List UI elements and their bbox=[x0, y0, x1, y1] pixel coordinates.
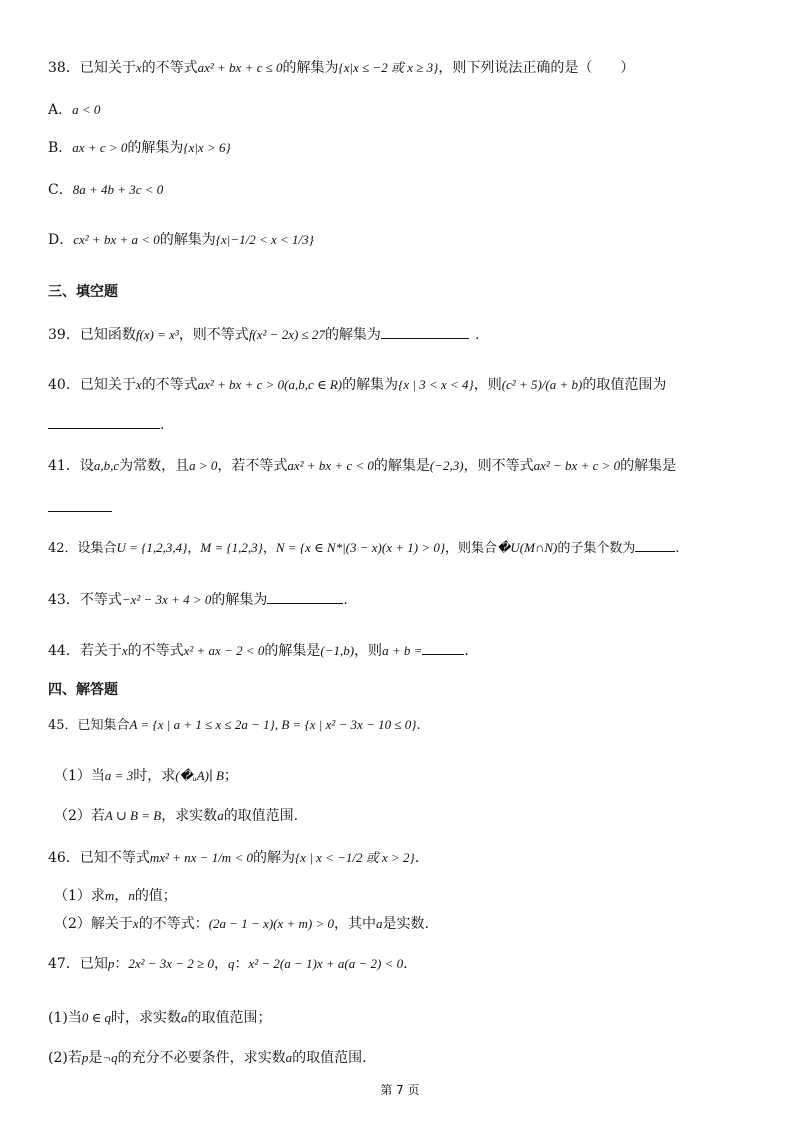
text: . bbox=[675, 541, 680, 556]
text: ，则 bbox=[354, 643, 383, 659]
text: （1）求 bbox=[54, 888, 105, 904]
math: x bbox=[135, 60, 142, 75]
math: {x|−1/2 < x < 1/3} bbox=[215, 232, 314, 247]
math: {x | x < −1/2 或 x > 2} bbox=[294, 850, 415, 865]
text: 42．设集合 bbox=[48, 541, 117, 556]
math: A ∪ B = B bbox=[104, 808, 162, 823]
text: ，则不等式 bbox=[463, 458, 534, 474]
question-40-blank-line bbox=[48, 414, 760, 435]
page-number: 第 7 页 bbox=[380, 1083, 420, 1097]
question-40 bbox=[48, 375, 760, 395]
math: ax² + bx + c < 0 bbox=[287, 458, 374, 473]
text: ，求实数 bbox=[161, 808, 218, 824]
math: n bbox=[128, 888, 135, 903]
text: 的取值范围. bbox=[292, 1050, 367, 1066]
question-38-stem bbox=[48, 58, 760, 78]
math: a + b = bbox=[382, 643, 423, 658]
text: 的解为 bbox=[252, 850, 295, 866]
math: M = {1,2,3} bbox=[200, 540, 263, 555]
answer-blank[interactable] bbox=[48, 497, 112, 512]
text: 的解集为 bbox=[282, 60, 339, 76]
text: 39．已知函数 bbox=[48, 327, 136, 343]
text: 46．已知不等式 bbox=[48, 850, 150, 866]
math: ax + c > 0 bbox=[72, 140, 128, 155]
math: 2x² − 3x − 2 ≥ 0 bbox=[128, 956, 214, 971]
text: 的解集为 bbox=[127, 140, 184, 156]
math: ¬q bbox=[102, 1050, 118, 1065]
text: . bbox=[474, 327, 480, 343]
text: 的解集是 bbox=[620, 458, 677, 474]
math: (c² + 5)/(a + b) bbox=[501, 377, 583, 392]
text: 的不等式： bbox=[138, 916, 209, 932]
math: f(x) = x³ bbox=[135, 327, 179, 342]
math: ax² + bx + c ≤ 0 bbox=[197, 60, 283, 75]
math: A = {x | a + 1 ≤ x ≤ 2a − 1}, B = {x | x² − 3x − 10 ≤ 0} bbox=[129, 717, 417, 732]
math: a bbox=[180, 1010, 188, 1025]
math: x bbox=[135, 377, 142, 392]
text: . bbox=[414, 850, 420, 866]
math: U = {1,2,3,4} bbox=[116, 540, 188, 555]
math: 0 ∈ q bbox=[81, 1010, 111, 1025]
text: ， bbox=[213, 956, 228, 972]
math: ax² − bx + c > 0 bbox=[533, 458, 621, 473]
text: 44．若关于 bbox=[48, 643, 122, 659]
answer-blank[interactable] bbox=[381, 324, 469, 339]
question-38-option-a bbox=[48, 100, 760, 120]
math: a < 0 bbox=[72, 102, 101, 117]
text: ： bbox=[114, 956, 129, 972]
answer-blank[interactable] bbox=[422, 640, 464, 655]
question-43 bbox=[48, 589, 760, 610]
math: a,b,c bbox=[93, 458, 120, 473]
question-38-option-d bbox=[48, 230, 760, 250]
text: ，则下列说法正确的是（ ） bbox=[438, 60, 635, 76]
text: 40．已知关于 bbox=[48, 377, 136, 393]
math: a bbox=[285, 1050, 293, 1065]
text: 的解集为 bbox=[211, 592, 268, 608]
math: p bbox=[81, 1050, 89, 1065]
text: ，其中 bbox=[334, 916, 377, 932]
text: 41．设 bbox=[48, 458, 94, 474]
text: ， bbox=[187, 541, 201, 556]
text: 的不等式 bbox=[127, 643, 184, 659]
math: a bbox=[217, 808, 224, 823]
question-38-option-c bbox=[48, 180, 760, 200]
text: 的不等式 bbox=[141, 60, 198, 76]
text: ， bbox=[262, 541, 276, 556]
text: 为常数，且 bbox=[119, 458, 190, 474]
text: . bbox=[160, 417, 165, 433]
answer-blank[interactable] bbox=[635, 537, 675, 552]
math: m bbox=[104, 888, 115, 903]
text: 43．不等式 bbox=[48, 592, 122, 608]
text: 时，求实数 bbox=[110, 1010, 181, 1026]
question-38-option-b bbox=[48, 138, 760, 158]
question-47-part-1 bbox=[48, 1008, 760, 1028]
math: q bbox=[227, 956, 235, 971]
option-label: A． bbox=[48, 102, 73, 118]
math: a > 0 bbox=[189, 458, 218, 473]
text: 的取值范围. bbox=[223, 808, 299, 824]
text: 47．已知 bbox=[48, 956, 108, 972]
text: ； bbox=[223, 768, 238, 784]
section-title-fill-in: 三、填空题 bbox=[48, 284, 118, 300]
math: �U(M∩N) bbox=[497, 540, 558, 555]
math: f(x² − 2x) ≤ 27 bbox=[248, 327, 325, 342]
question-46 bbox=[48, 848, 760, 868]
text: 的值； bbox=[134, 888, 177, 904]
text: 是实数. bbox=[382, 916, 429, 932]
answer-blank[interactable] bbox=[267, 589, 343, 604]
text: 的取值范围为 bbox=[582, 377, 667, 393]
text: 的解集是 bbox=[264, 643, 321, 659]
math: a = 3 bbox=[104, 768, 134, 783]
math: −x² − 3x + 4 > 0 bbox=[121, 592, 212, 607]
math: (�ᵤA)∣ B bbox=[175, 768, 224, 783]
text: . bbox=[403, 956, 408, 972]
option-label: D． bbox=[48, 232, 74, 248]
option-label: C． bbox=[48, 182, 73, 198]
question-46-part-1 bbox=[48, 886, 760, 906]
text: 38．已知关于 bbox=[48, 60, 136, 76]
text: 的子集个数为 bbox=[557, 541, 636, 556]
math: cx² + bx + a < 0 bbox=[73, 232, 160, 247]
question-47 bbox=[48, 954, 760, 974]
text: 的解集为 bbox=[342, 377, 399, 393]
text: （2）解关于 bbox=[54, 916, 133, 932]
math: a bbox=[376, 916, 383, 931]
text: 的不等式 bbox=[141, 377, 198, 393]
text: ，则集合 bbox=[445, 541, 498, 556]
math: p bbox=[107, 956, 115, 971]
math: {x|x ≤ −2 或 x ≥ 3} bbox=[338, 60, 439, 75]
text: ，若不等式 bbox=[217, 458, 288, 474]
math: x bbox=[121, 643, 128, 658]
answer-blank[interactable] bbox=[48, 414, 160, 429]
text: 的解集为 bbox=[159, 232, 216, 248]
text: 是 bbox=[88, 1050, 103, 1066]
text: ，则 bbox=[473, 377, 502, 393]
math: (−1,b) bbox=[320, 643, 355, 658]
question-47-part-2 bbox=[48, 1048, 760, 1068]
text: 时，求 bbox=[133, 768, 176, 784]
text: ，则不等式 bbox=[178, 327, 249, 343]
text: 的解集为 bbox=[324, 327, 381, 343]
text: . bbox=[464, 643, 469, 659]
text: （1）当 bbox=[54, 768, 105, 784]
math: N = {x ∈ N*|(3 − x)(x + 1) > 0} bbox=[275, 540, 446, 555]
section-title-answer: 四、解答题 bbox=[48, 682, 118, 698]
text: (2)若 bbox=[48, 1050, 82, 1066]
text: 的取值范围； bbox=[187, 1010, 272, 1026]
text: 的解集是 bbox=[373, 458, 430, 474]
question-39 bbox=[48, 324, 760, 345]
math: mx² + nx − 1/m < 0 bbox=[149, 850, 253, 865]
math: {x|x > 6} bbox=[183, 140, 231, 155]
text: ， bbox=[114, 888, 129, 904]
math: ax² + bx + c > 0(a,b,c ∈ R) bbox=[197, 377, 343, 392]
text: （2）若 bbox=[54, 808, 105, 824]
question-46-part-2 bbox=[48, 914, 760, 934]
option-label: B． bbox=[48, 140, 73, 156]
question-45-part-2 bbox=[48, 806, 760, 826]
text: . bbox=[343, 592, 348, 608]
text: 45．已知集合 bbox=[48, 718, 130, 733]
text: (1)当 bbox=[48, 1010, 82, 1026]
math: (−2,3) bbox=[429, 458, 464, 473]
question-45 bbox=[48, 715, 760, 736]
question-41 bbox=[48, 456, 760, 476]
text: ： bbox=[234, 956, 249, 972]
math: x² − 2(a − 1)x + a(a − 2) < 0 bbox=[248, 956, 404, 971]
question-42 bbox=[48, 537, 760, 559]
text: . bbox=[416, 718, 421, 733]
math: (2a − 1 − x)(x + m) > 0 bbox=[208, 916, 335, 931]
question-45-part-1 bbox=[48, 766, 760, 786]
question-41-blank-line bbox=[48, 497, 760, 518]
question-44 bbox=[48, 640, 760, 661]
math: {x | 3 < x < 4} bbox=[398, 377, 474, 392]
math: 8a + 4b + 3c < 0 bbox=[72, 182, 164, 197]
math: x bbox=[132, 916, 139, 931]
math: x² + ax − 2 < 0 bbox=[183, 643, 265, 658]
text: 的充分不必要条件，求实数 bbox=[117, 1050, 286, 1066]
